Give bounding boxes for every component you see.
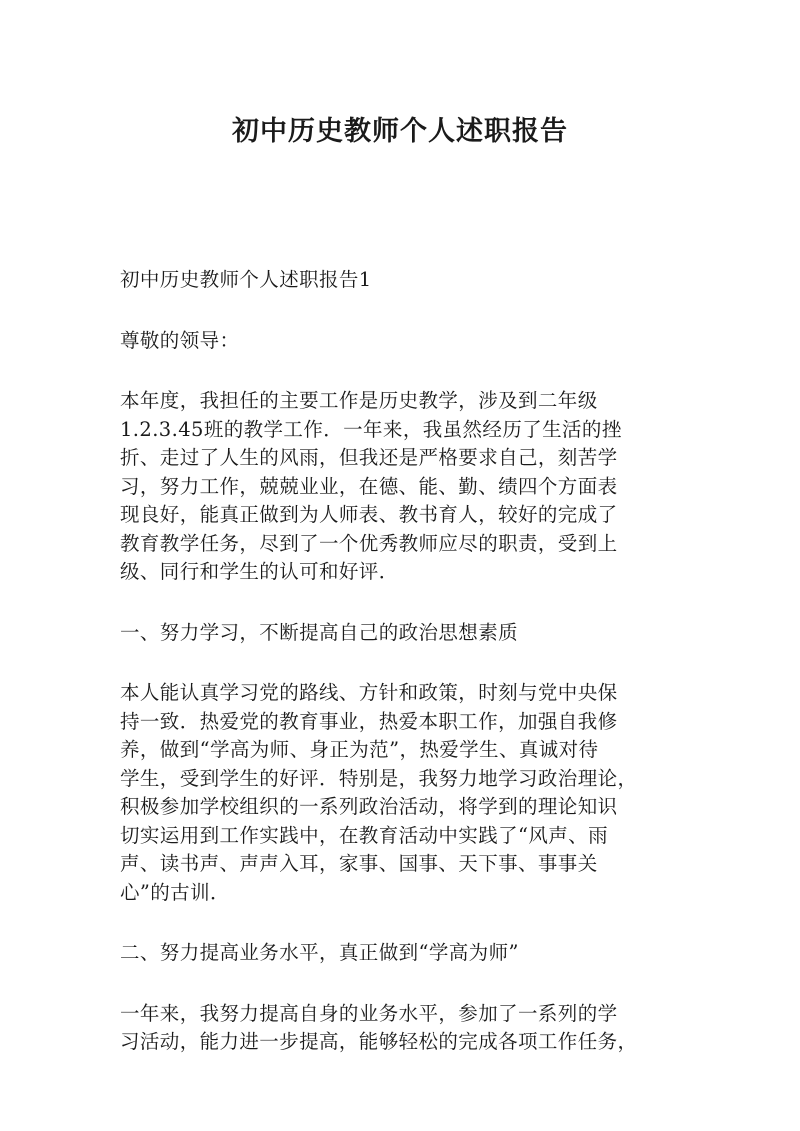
subtitle-line: 初中历史教师个人述职报告1	[120, 268, 372, 291]
paragraph-section-2	[120, 1000, 665, 1057]
text-line: 积极参加学校组织的一系列政治活动，将学到的理论知识	[120, 795, 618, 818]
text-line: 折、走过了人生的风雨，但我还是严格要求自己，刻苦学	[120, 446, 618, 469]
salutation-line: 尊敬的领导：	[120, 328, 240, 352]
text-line: 本人能认真学习党的路线、方针和政策，时刻与党中央保	[120, 681, 618, 704]
text-line: 级、同行和学生的认可和好评．	[120, 560, 399, 583]
section-heading-2	[120, 939, 665, 968]
page-title: 初中历史教师个人述职报告	[232, 116, 568, 147]
heading-line: 一、努力学习，不断提高自己的政治思想素质	[120, 620, 519, 644]
text-line: 习，努力工作，兢兢业业，在德、能、勤、绩四个方面表	[120, 474, 618, 498]
text-line: 养，做到“学高为师、身正为范”，热爱学生、真诚对待	[120, 738, 599, 761]
text-line: 本年度，我担任的主要工作是历史教学，涉及到二年级	[120, 389, 598, 412]
text-line: 教育教学任务，尽到了一个优秀教师应尽的职责，受到上	[120, 531, 618, 555]
section-heading-1	[120, 619, 665, 648]
text-line: 切实运用到工作实践中，在教育活动中实践了“风声、雨	[120, 823, 608, 847]
text-line: 心”的古训．	[120, 880, 230, 904]
salutation	[120, 327, 665, 356]
text-line: 现良好，能真正做到为人师表、教书育人，较好的完成了	[120, 503, 618, 526]
text-line: 习活动，能力进一步提高，能够轻松的完成各项工作任务，	[120, 1030, 638, 1053]
text-line: 学生，受到学生的好评．特别是，我努力地学习政治理论，	[120, 766, 638, 790]
paragraph-intro	[120, 387, 665, 587]
text-line: 一年来，我努力提高自身的业务水平，参加了一系列的学	[120, 1001, 618, 1025]
paragraph-section-1	[120, 679, 665, 907]
text-line: 声、读书声、声声入耳，家事、国事、天下事、事事关	[120, 852, 598, 875]
heading-line: 二、努力提高业务水平，真正做到“学高为师”	[120, 941, 519, 964]
document-body	[120, 266, 665, 1089]
text-line: 1.2.3.45班的教学工作．一年来，我虽然经历了生活的挫	[120, 417, 622, 441]
text-line: 持一致．热爱党的教育事业，热爱本职工作，加强自我修	[120, 709, 618, 733]
report-subtitle	[120, 266, 665, 295]
